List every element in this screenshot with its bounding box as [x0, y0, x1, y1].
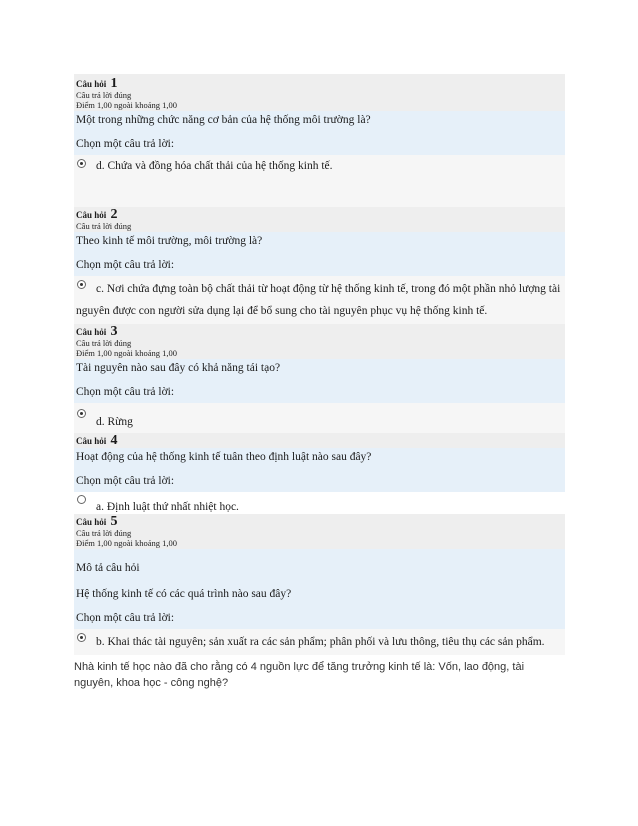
question-label: Câu hỏi	[76, 517, 107, 527]
question-info	[74, 207, 565, 232]
answer-text: d. Chứa và đồng hóa chất thải của hệ thống kinh tế.	[96, 160, 333, 172]
question-5	[74, 514, 565, 655]
question-status: Câu trả lời đúng	[76, 338, 132, 348]
question-number-value: 1	[110, 76, 118, 91]
question-spacer	[74, 179, 565, 207]
answer-text: d. Rừng	[96, 416, 133, 428]
question-number-value: 5	[110, 514, 118, 529]
question-number-value: 3	[110, 324, 118, 339]
question-info	[74, 514, 565, 549]
answer-prompt: Chọn một câu trả lời:	[74, 605, 565, 629]
answer-option[interactable]	[74, 155, 565, 179]
question-3	[74, 324, 565, 433]
radio-checked-icon[interactable]	[77, 633, 86, 642]
question-label: Câu hỏi	[76, 210, 107, 220]
question-number-value: 2	[110, 207, 118, 222]
question-number	[76, 516, 563, 528]
radio-checked-icon[interactable]	[77, 280, 86, 289]
answer-prompt: Chọn một câu trả lời:	[74, 131, 565, 155]
answer-option[interactable]	[74, 276, 565, 324]
question-text: Hoạt động của hệ thống kinh tế tuân theo định luật nào sau đây?	[74, 448, 565, 468]
question-2	[74, 207, 565, 324]
question-number-value: 4	[110, 433, 118, 448]
question-status: Câu trả lời đúng	[76, 90, 132, 100]
question-score: Điểm 1,00 ngoài khoảng 1,00	[76, 348, 178, 358]
answer-text: a. Định luật thứ nhất nhiệt học.	[96, 501, 239, 513]
question-status: Câu trả lời đúng	[76, 528, 132, 538]
question-score: Điểm 1,00 ngoài khoảng 1,00	[76, 100, 178, 110]
question-info	[74, 74, 565, 111]
question-status: Câu trả lời đúng	[76, 221, 132, 231]
question-text: Một trong những chức năng cơ bản của hệ thống môi trường là?	[74, 111, 565, 131]
answer-prompt: Chọn một câu trả lời:	[74, 468, 565, 492]
question-label: Câu hỏi	[76, 79, 107, 89]
question-number	[76, 78, 563, 90]
question-info	[74, 433, 565, 448]
question-text: Tài nguyên nào sau đây có khả năng tái tạo?	[74, 359, 565, 379]
question-text: Theo kinh tế môi trường, môi trường là?	[74, 232, 565, 252]
question-number	[76, 209, 563, 221]
radio-checked-icon[interactable]	[77, 409, 86, 418]
quiz-review-page	[74, 74, 565, 691]
answer-option[interactable]	[74, 629, 565, 655]
radio-unchecked-icon[interactable]	[77, 495, 86, 504]
question-label: Câu hỏi	[76, 327, 107, 337]
question-label: Câu hỏi	[76, 436, 107, 446]
answer-text: b. Khai thác tài nguyên; sản xuất ra các sản phẩm; phân phối và lưu thông, tiêu thụ các sản phẩm.	[96, 636, 545, 648]
answer-text: c. Nơi chứa đựng toàn bộ chất thải từ hoạt động từ hệ thống kinh tế, trong đó một phần nhỏ lượng tài nguyên được con người sửa dụng lại để bổ sung cho tài nguyên phục vụ hệ thống kinh tế.	[76, 283, 561, 317]
answer-prompt: Chọn một câu trả lời:	[74, 379, 565, 403]
answer-option[interactable]	[74, 403, 565, 433]
question-number	[76, 435, 563, 447]
question-number	[76, 326, 563, 338]
question-info	[74, 324, 565, 359]
answer-option[interactable]	[74, 492, 565, 514]
question-1	[74, 74, 565, 207]
extra-question-text: Nhà kinh tế học nào đã cho rằng có 4 nguồn lực để tăng trưởng kinh tế là: Vốn, lao động, tài nguyên, khoa học - công nghệ?	[74, 661, 525, 689]
question-4	[74, 433, 565, 514]
radio-checked-icon[interactable]	[77, 159, 86, 168]
answer-prompt: Chọn một câu trả lời:	[74, 252, 565, 276]
question-score: Điểm 1,00 ngoài khoảng 1,00	[76, 538, 178, 548]
question-text: Hệ thống kinh tế có các quá trình nào sau đây?	[74, 581, 565, 605]
question-description: Mô tả câu hỏi	[74, 549, 565, 581]
